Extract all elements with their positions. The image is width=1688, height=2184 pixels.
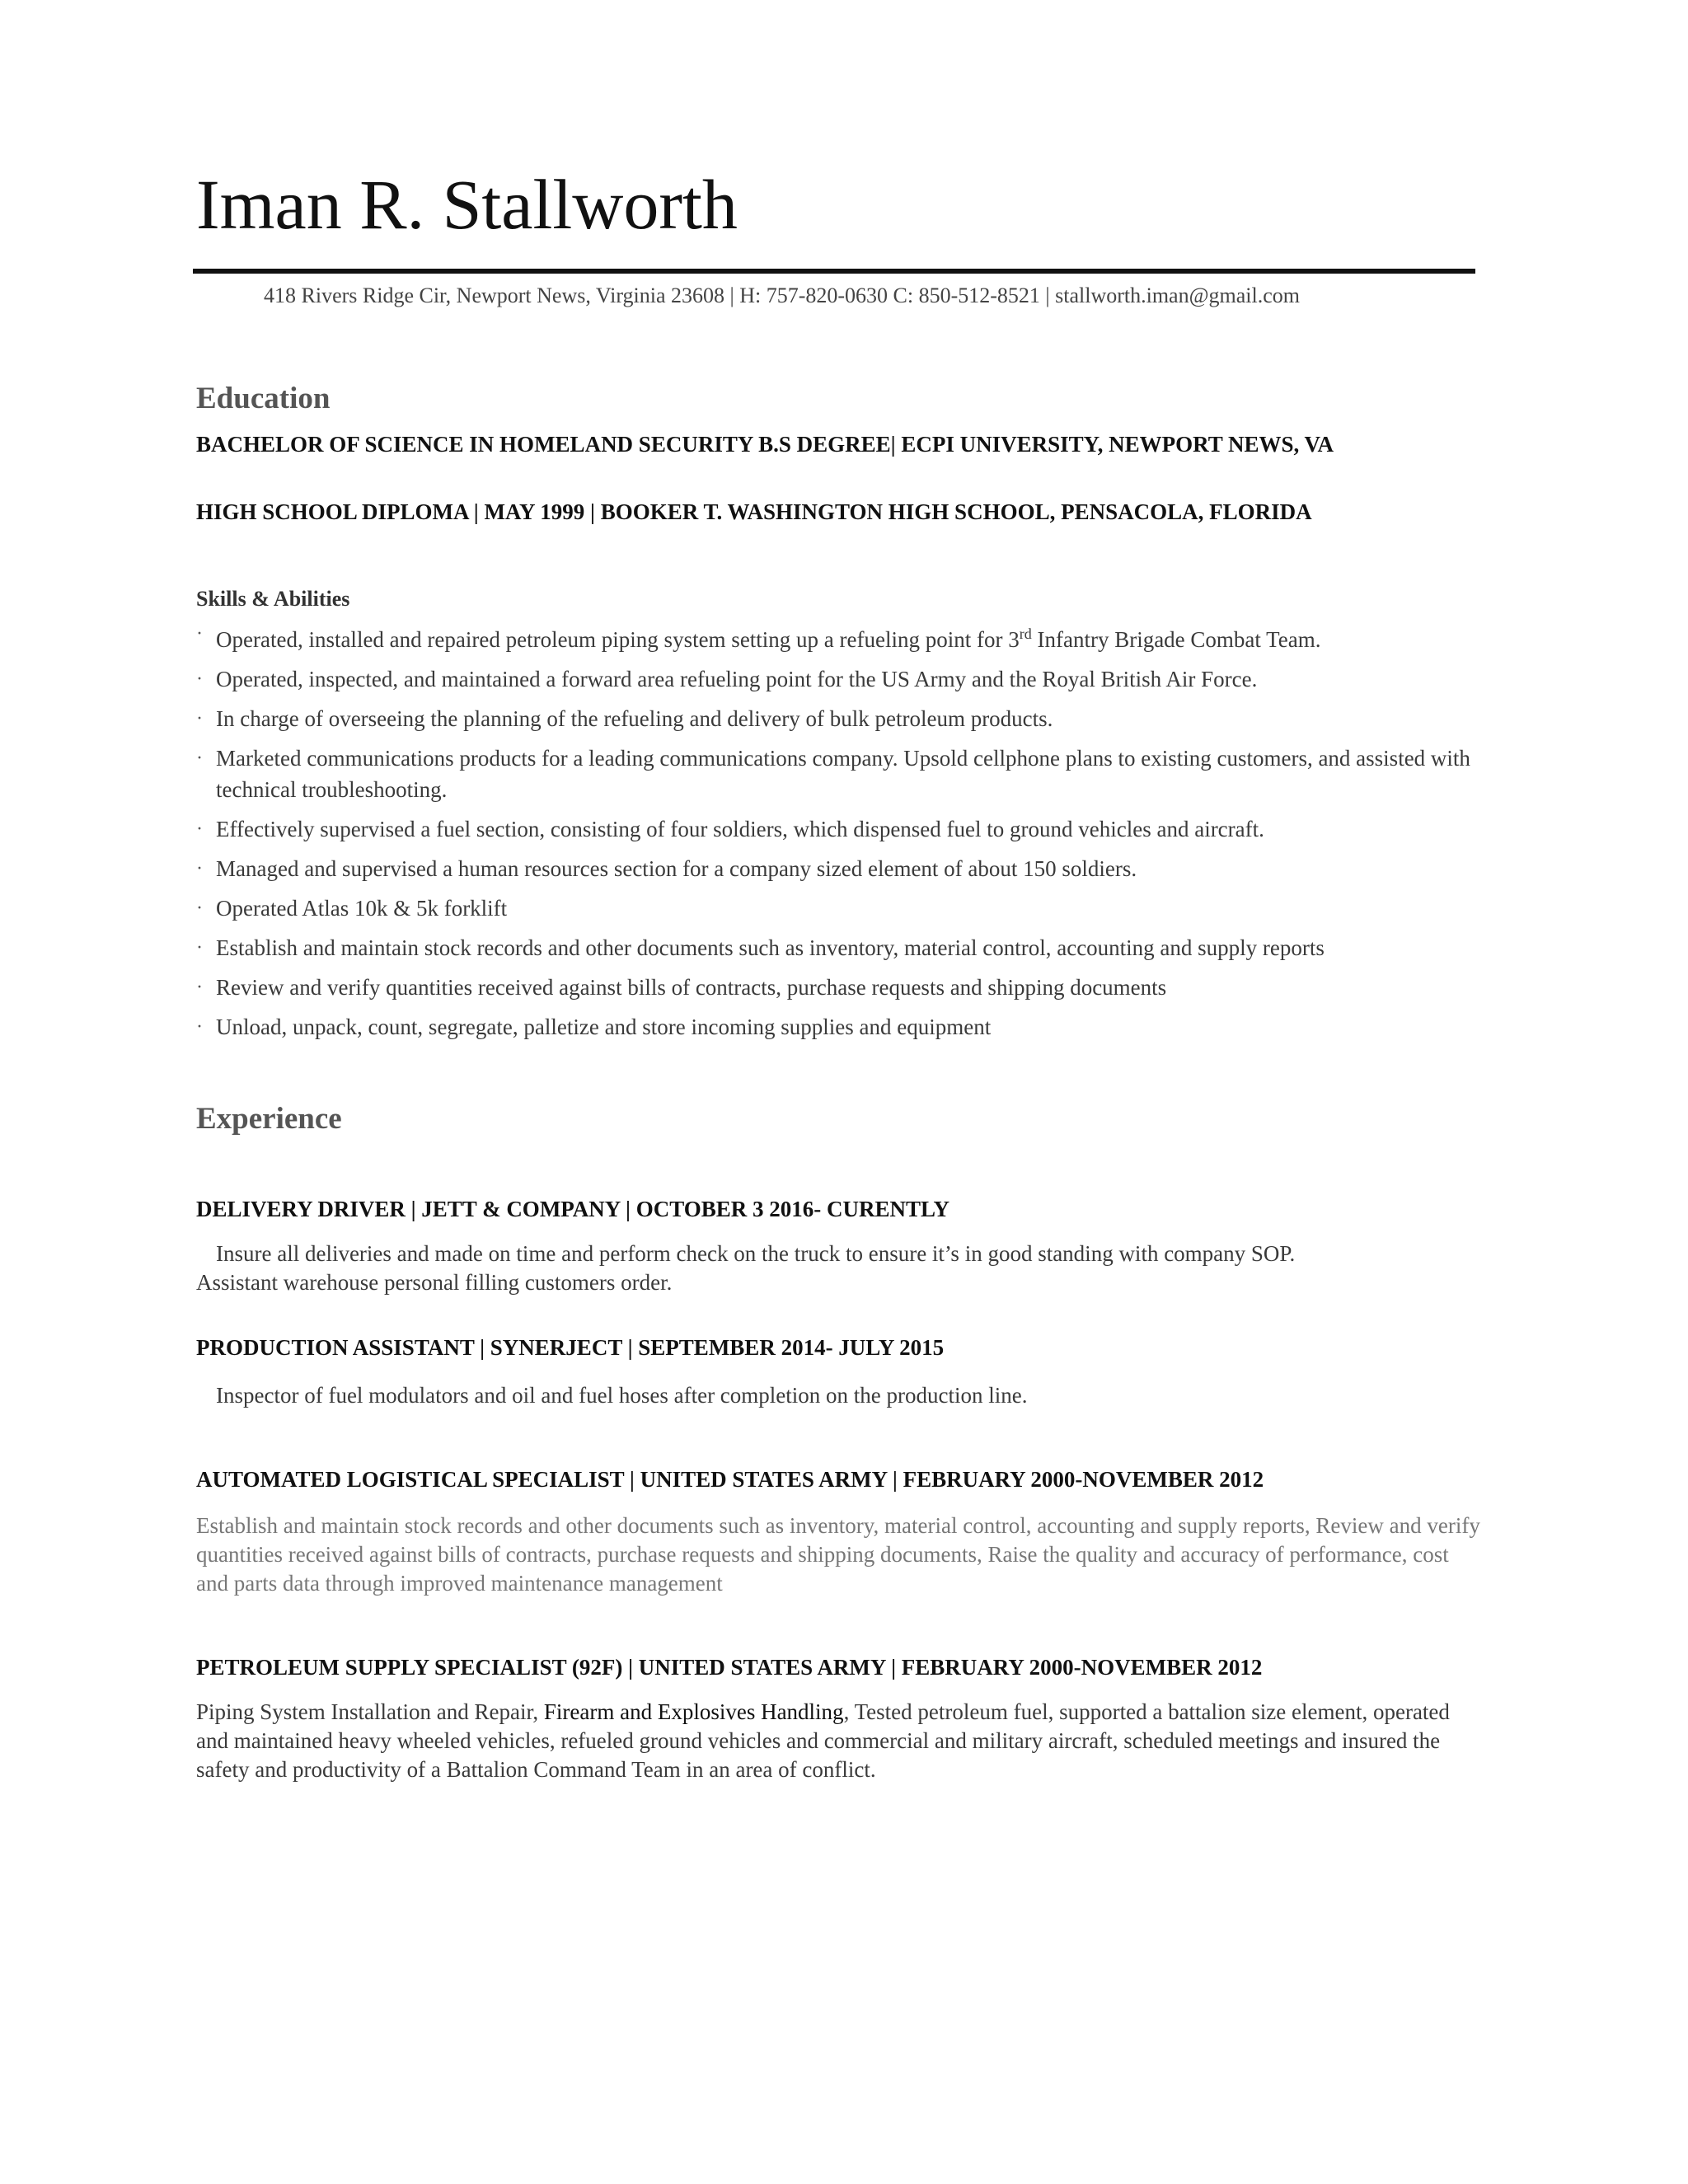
name-divider bbox=[193, 269, 1475, 274]
bullet-icon: · bbox=[196, 858, 203, 879]
job-description-petroleum-specialist: Piping System Installation and Repair, Firearm and Explosives Handling, Tested petroleum fuel, supported a battalion size element, operated and maintained heavy wheeled vehicles, refueled ground vehicles and commercial and military aircraft, scheduled meetings and insured the safety and productivity of a Battalion Command Team in an area of conflict. bbox=[196, 1699, 1450, 1782]
list-item: · Establish and maintain stock records and other documents such as inventory, material control, accounting and supply reports bbox=[196, 932, 1482, 963]
bullet-icon: · bbox=[196, 623, 203, 644]
contact-line: 418 Rivers Ridge Cir, Newport News, Virginia 23608 | H: 757-820-0630 C: 850-512-8521 | stallworth.iman@gmail.com bbox=[264, 284, 1301, 307]
education-heading: Education bbox=[196, 382, 331, 415]
list-item: · Managed and supervised a human resources section for a company sized element of about 150 soldiers. bbox=[196, 853, 1482, 884]
job-description-production-assistant: Inspector of fuel modulators and oil and fuel hoses after completion on the production line. bbox=[216, 1383, 1028, 1408]
bullet-icon: · bbox=[196, 937, 203, 958]
education-item-bachelor: BACHELOR OF SCIENCE IN HOMELAND SECURITY B.S DEGREE| ECPI UNIVERSITY, NEWPORT NEWS, VA bbox=[196, 432, 1334, 457]
job-description-delivery-driver: Insure all deliveries and made on time and perform check on the truck to ensure it’s in good standing with company SOP. Assistant warehouse personal filling customers order. bbox=[196, 1241, 1296, 1295]
bullet-icon: · bbox=[196, 977, 203, 998]
job-description-logistical-specialist: Establish and maintain stock records and other documents such as inventory, material control, accounting and supply reports, Review and verify quantities received against bills of contracts, purchase requests and shipping documents, Raise the quality and accuracy of performance, cost and parts data through improved maintenance management bbox=[196, 1513, 1480, 1596]
list-item: · Operated, installed and repaired petroleum piping system setting up a refueling point for 3rd Infantry Brigade Combat Team. bbox=[196, 618, 1482, 655]
list-item: · Marketed communications products for a leading communications company. Upsold cellphone plans to existing customers, and assisted with technical troubleshooting. bbox=[196, 743, 1482, 805]
education-item-highschool: HIGH SCHOOL DIPLOMA | MAY 1999 | BOOKER T. WASHINGTON HIGH SCHOOL, PENSACOLA, FLORIDA bbox=[196, 499, 1312, 524]
bullet-icon: · bbox=[196, 898, 203, 919]
experience-heading: Experience bbox=[196, 1102, 342, 1136]
list-item: · Effectively supervised a fuel section, consisting of four soldiers, which dispensed fuel to ground vehicles and aircraft. bbox=[196, 813, 1482, 845]
resume-name: Iman R. Stallworth bbox=[196, 165, 738, 244]
list-item: · In charge of overseeing the planning of the refueling and delivery of bulk petroleum products. bbox=[196, 703, 1482, 734]
skills-heading: Skills & Abilities bbox=[196, 587, 350, 611]
job-heading-delivery-driver: DELIVERY DRIVER | JETT & COMPANY | OCTOBER 3 2016- CURENTLY bbox=[196, 1197, 950, 1221]
bullet-icon: · bbox=[196, 1016, 203, 1038]
bullet-icon: · bbox=[196, 818, 203, 840]
job-heading-logistical-specialist: AUTOMATED LOGISTICAL SPECIALIST | UNITED STATES ARMY | FEBRUARY 2000-NOVEMBER 2012 bbox=[196, 1467, 1264, 1492]
bullet-icon: · bbox=[196, 748, 203, 769]
job-heading-petroleum-specialist: PETROLEUM SUPPLY SPECIALIST (92F) | UNITED STATES ARMY | FEBRUARY 2000-NOVEMBER 2012 bbox=[196, 1655, 1263, 1680]
list-item: · Operated Atlas 10k & 5k forklift bbox=[196, 893, 1482, 924]
list-item: · Operated, inspected, and maintained a forward area refueling point for the US Army and the Royal British Air Force. bbox=[196, 663, 1482, 695]
bullet-icon: · bbox=[196, 668, 203, 690]
skills-list bbox=[196, 618, 1482, 1051]
list-item: · Unload, unpack, count, segregate, palletize and store incoming supplies and equipment bbox=[196, 1011, 1482, 1043]
job-heading-production-assistant: PRODUCTION ASSISTANT | SYNERJECT | SEPTEMBER 2014- JULY 2015 bbox=[196, 1335, 945, 1360]
list-item: · Review and verify quantities received against bills of contracts, purchase requests and shipping documents bbox=[196, 972, 1482, 1003]
bullet-icon: · bbox=[196, 708, 203, 729]
